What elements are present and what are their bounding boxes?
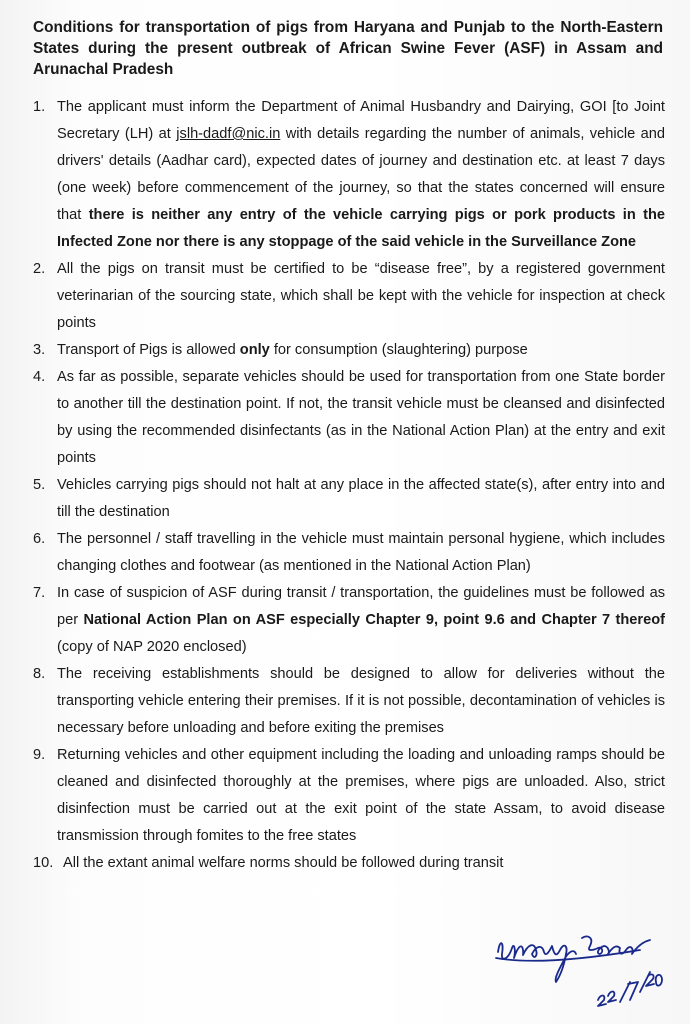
condition-text: The personnel / staff travelling in the vehicle must maintain personal hygiene, which includes changing clothes and footwear (as mentioned in the National Action Plan) (57, 531, 665, 574)
condition-item-6 (33, 526, 665, 580)
condition-text: As far as possible, separate vehicles should be used for transportation from one State border to another till the destination point. If not, the transit vehicle must be cleansed and disinfected by using the recommended disinfectants (as in the National Action Plan) at the entry and exit points (57, 369, 665, 466)
condition-number: 5. (33, 477, 46, 493)
condition-number: 2. (33, 261, 46, 277)
condition-item-3 (33, 337, 665, 364)
condition-item-8 (33, 661, 665, 742)
condition-text: In case of suspicion of ASF during transit / transportation, the guidelines must be followed as per (57, 585, 665, 628)
condition-item-1 (33, 94, 665, 256)
condition-number: 7. (33, 585, 46, 601)
condition-number: 9. (33, 747, 46, 763)
condition-text: with details regarding the number of animals, vehicle and drivers' details (Aadhar card), expected dates of journey and destination etc. at least 7 days (one week) before commencement of the journey, so that the states concerned will ensure that (57, 126, 665, 223)
condition-text: Returning vehicles and other equipment including the loading and unloading ramps should be cleaned and disinfected thoroughly at the premises, where pigs are unloaded. Also, strict disinfection must be carried out at the exit point of the state Assam, to avoid disease transmission through fomites to the free states (57, 747, 665, 844)
condition-text: (copy of NAP 2020 enclosed) (57, 639, 247, 655)
condition-number: 1. (33, 99, 46, 115)
condition-item-10 (33, 850, 665, 877)
condition-bold-text: only (239, 342, 270, 358)
condition-number: 4. (33, 369, 46, 385)
condition-text: The receiving establishments should be designed to allow for deliveries without the transporting vehicle entering their premises. If it is not possible, decontamination of vehicles is necessary before unloading and before exiting the premises (57, 666, 665, 736)
condition-number: 6. (33, 531, 46, 547)
condition-item-9 (33, 742, 665, 850)
condition-text: Vehicles carrying pigs should not halt at any place in the affected state(s), after entry into and till the destination (57, 477, 665, 520)
condition-number: 8. (33, 666, 46, 682)
condition-item-5 (33, 472, 665, 526)
handwritten-signature (490, 920, 670, 1020)
condition-item-4 (33, 364, 665, 472)
condition-text: All the extant animal welfare norms should be followed during transit (63, 855, 504, 871)
condition-bold-text: there is neither any entry of the vehicle carrying pigs or pork products in the Infected Zone nor there is any stoppage of the said vehicle in the Surveillance Zone (57, 207, 665, 250)
condition-bold-text: National Action Plan on ASF especially Chapter 9, point 9.6 and Chapter 7 thereof (83, 612, 665, 628)
signature-date (598, 972, 662, 1006)
signature-ink (496, 936, 650, 982)
condition-item-7 (33, 580, 665, 661)
condition-text: Transport of Pigs is allowed (57, 342, 240, 358)
condition-text: All the pigs on transit must be certified to be “disease free”, by a registered government veterinarian of the sourcing state, which shall be kept with the vehicle for inspection at check points (57, 261, 665, 331)
conditions-list (33, 94, 665, 877)
condition-number: 10. (33, 855, 54, 871)
document-title: Conditions for transportation of pigs from Haryana and Punjab to the North-Eastern States during the present outbreak of African Swine Fever (ASF) in Assam and Arunachal Pradesh (33, 19, 663, 78)
email-link[interactable]: jslh-dadf@nic.in (176, 126, 281, 142)
condition-number: 3. (33, 342, 46, 358)
condition-item-2 (33, 256, 665, 337)
condition-text: for consumption (slaughtering) purpose (269, 342, 528, 358)
condition-text: The applicant must inform the Department of Animal Husbandry and Dairying, GOI [to Joint Secretary (LH) at (57, 99, 665, 142)
